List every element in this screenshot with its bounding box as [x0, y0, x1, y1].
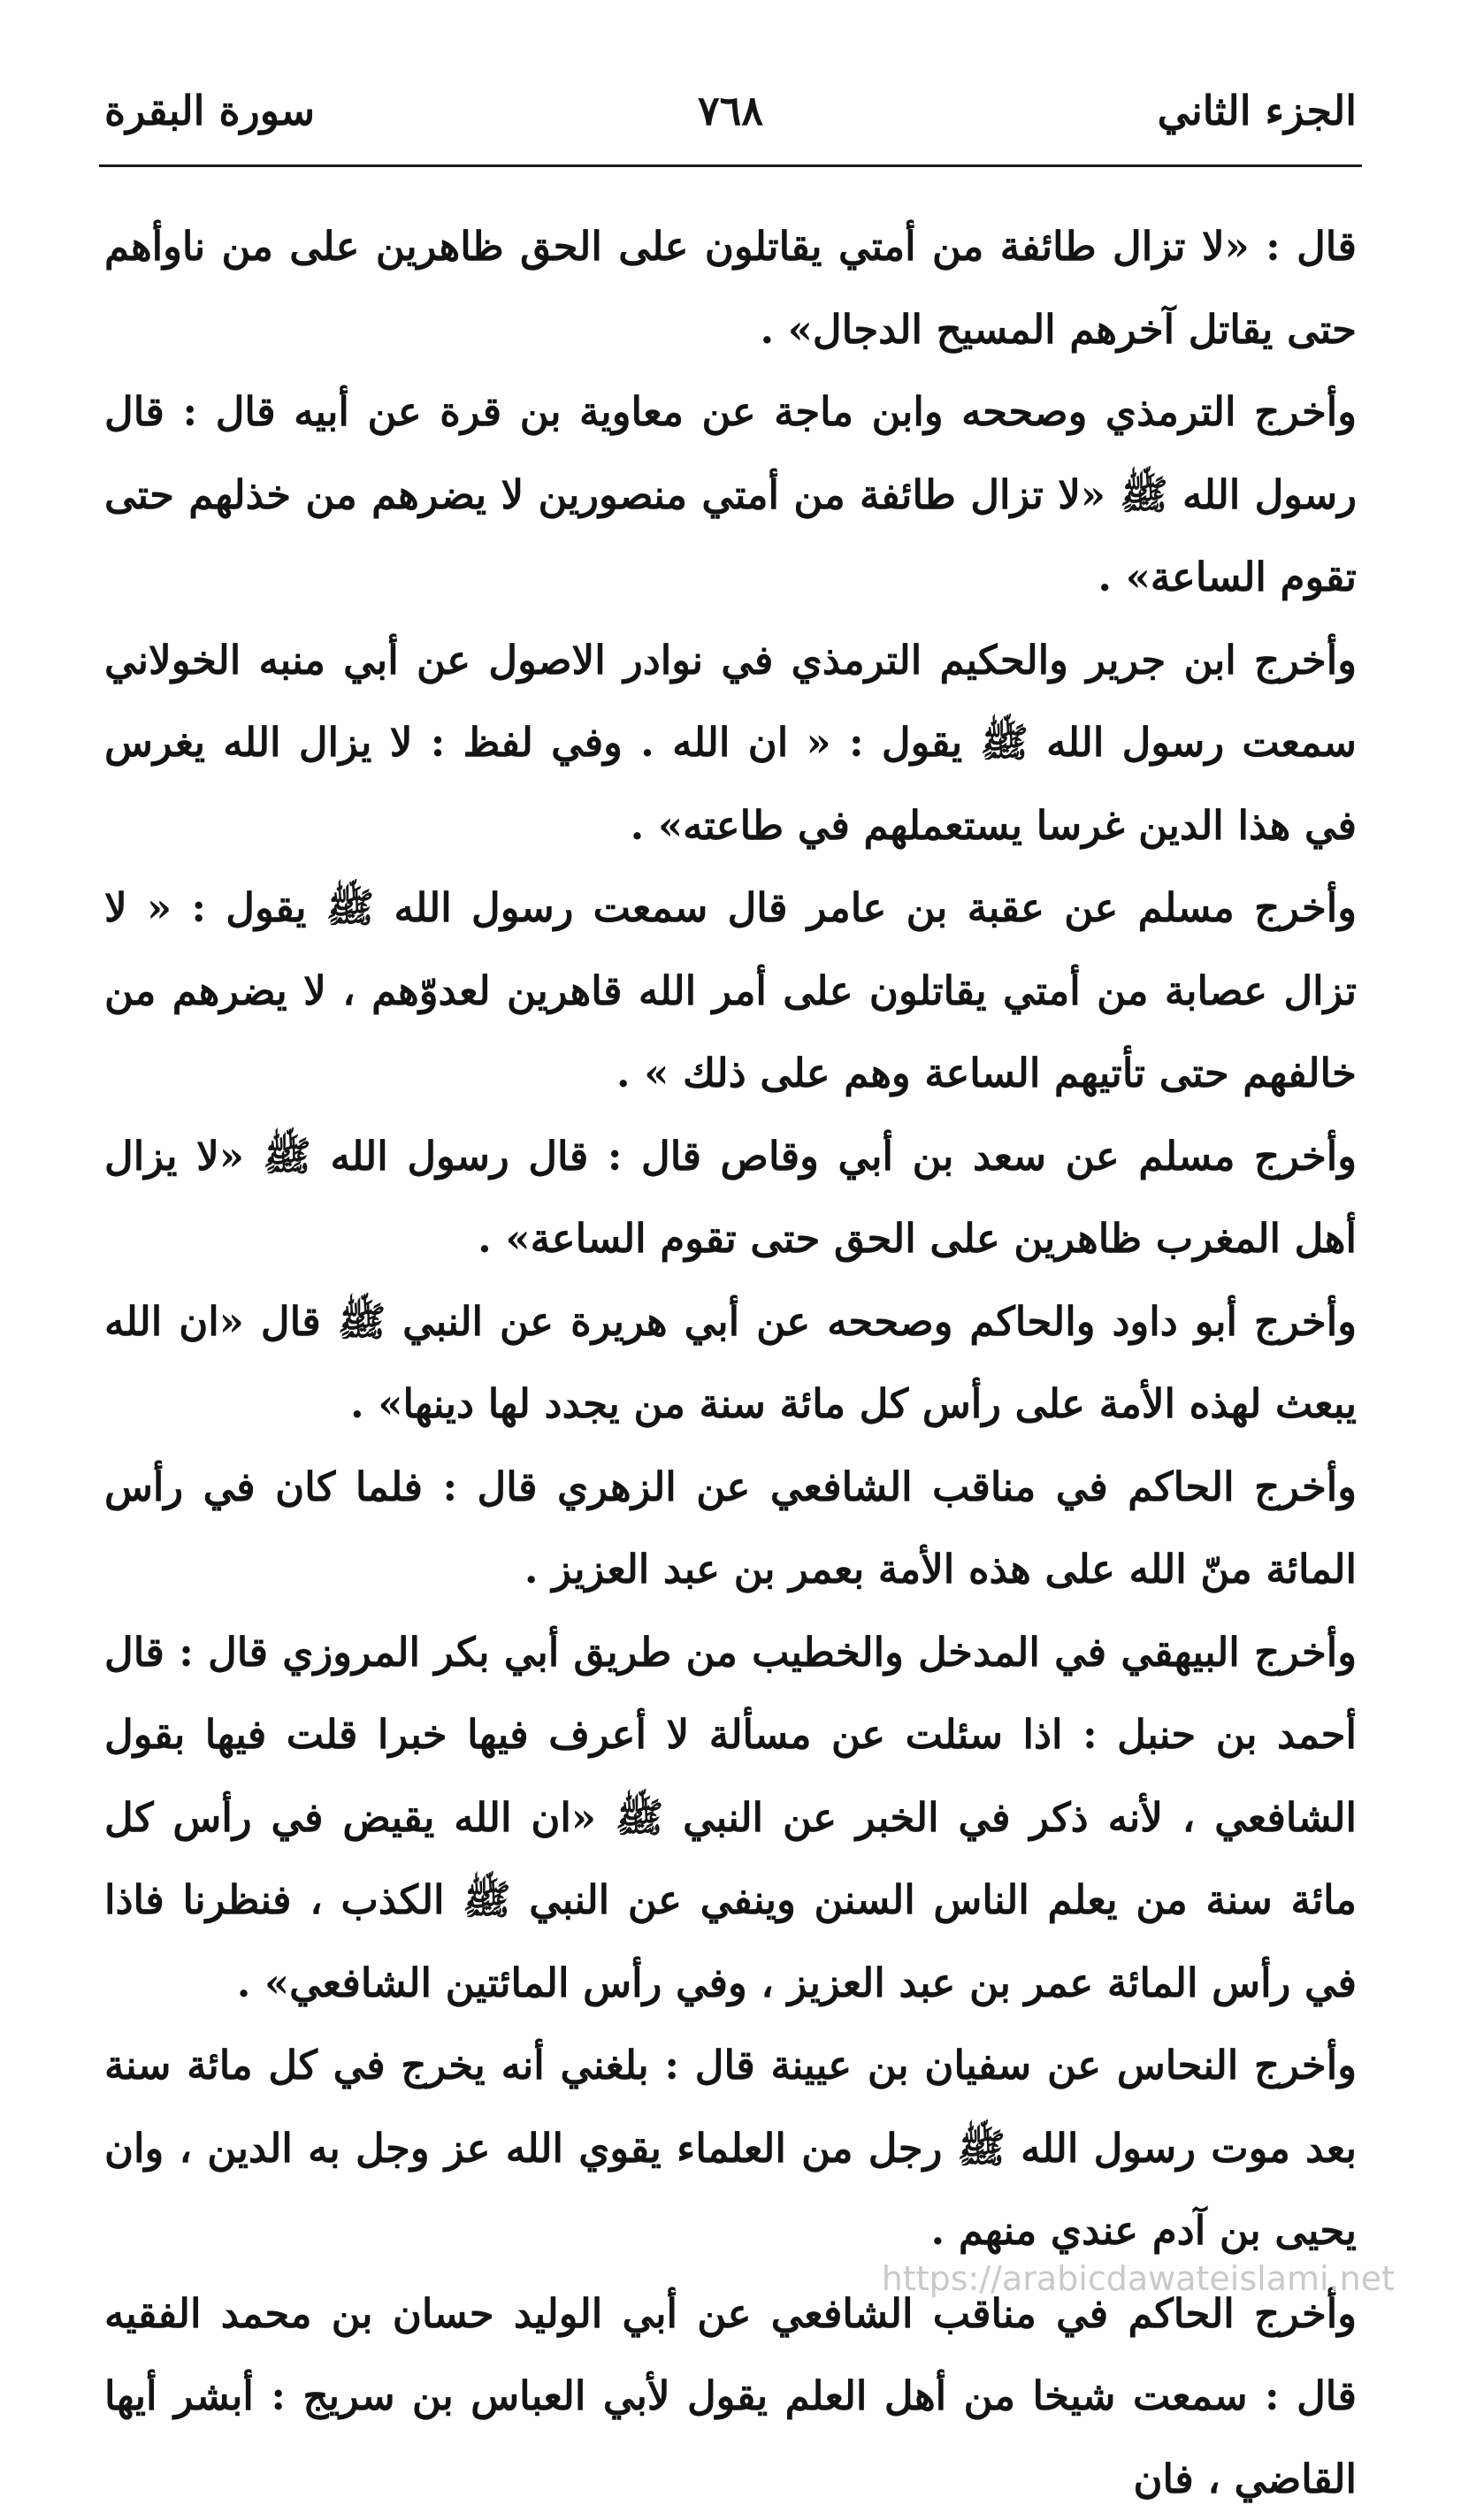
paragraph: وأخرج البيهقي في المدخل والخطيب من طريق أبي بكر المروزي قال : قال أحمد بن حنبل : اذا سئلت عن مسألة لا أعرف فيها خبرا قلت فيها بقول الشافعي ، لأنه ذكر في الخبر عن النبي ﷺ «ان الله يقيض في رأس كل مائة سنة من يعلم الناس السنن وينفي عن النبي ﷺ الكذب ، فنظرنا فاذا في رأس المائة عمر بن عبد العزيز ، وفي رأس المائتين الشافعي» . — [104, 1611, 1357, 2025]
paragraph: وأخرج مسلم عن سعد بن أبي وقاص قال : قال رسول الله ﷺ «لا يزال أهل المغرب ظاهرين على الحق حتى تقوم الساعة» . — [104, 1115, 1357, 1280]
paragraph: قال : «لا تزال طائفة من أمتي يقاتلون على الحق ظاهرين على من ناوأهم حتى يقاتل آخرهم المسيح الدجال» . — [104, 205, 1357, 370]
page-header — [104, 81, 1357, 161]
paragraph: وأخرج الحاكم في مناقب الشافعي عن أبي الوليد حسان بن محمد الفقيه قال : سمعت شيخا من أهل العلم يقول لأبي العباس بن سريج : أبشر أيها القاضي ، فان — [104, 2272, 1357, 2520]
header-divider — [99, 164, 1362, 167]
paragraph: وأخرج أبو داود والحاكم وصححه عن أبي هريرة عن النبي ﷺ قال «ان الله يبعث لهذه الأمة على رأس كل مائة سنة من يجدد لها دينها» . — [104, 1280, 1357, 1446]
source-watermark: https://arabicdawateislami.net — [882, 2259, 1395, 2298]
part-title: الجزء الثاني — [1158, 87, 1357, 134]
page-body — [104, 205, 1357, 2520]
paragraph: وأخرج ابن جرير والحكيم الترمذي في نوادر الاصول عن أبي منبه الخولاني سمعت رسول الله ﷺ يقول : « ان الله . وفي لفظ : لا يزال الله يغرس في هذا الدين غرسا يستعملهم في طاعته» . — [104, 619, 1357, 867]
paragraph: وأخرج الحاكم في مناقب الشافعي عن الزهري قال : فلما كان في رأس المائة منّ الله على هذه الأمة بعمر بن عبد العزيز . — [104, 1446, 1357, 1611]
paragraph: وأخرج الترمذي وصححه وابن ماجة عن معاوية بن قرة عن أبيه قال : قال رسول الله ﷺ «لا تزال طائفة من أمتي منصورين لا يضرهم من خذلهم حتى تقوم الساعة» . — [104, 370, 1357, 619]
paragraph: وأخرج مسلم عن عقبة بن عامر قال سمعت رسول الله ﷺ يقول : « لا تزال عصابة من أمتي يقاتلون على أمر الله قاهرين لعدوّهم ، لا يضرهم من خالفهم حتى تأتيهم الساعة وهم على ذلك » . — [104, 867, 1357, 1115]
paragraph: وأخرج النحاس عن سفيان بن عيينة قال : بلغني أنه يخرج في كل مائة سنة بعد موت رسول الله ﷺ رجل من العلماء يقوي الله عز وجل به الدين ، وان يحيى بن آدم عندي منهم . — [104, 2024, 1357, 2272]
surah-title: سورة البقرة — [104, 87, 315, 134]
page-number: ٧٦٨ — [698, 87, 763, 134]
